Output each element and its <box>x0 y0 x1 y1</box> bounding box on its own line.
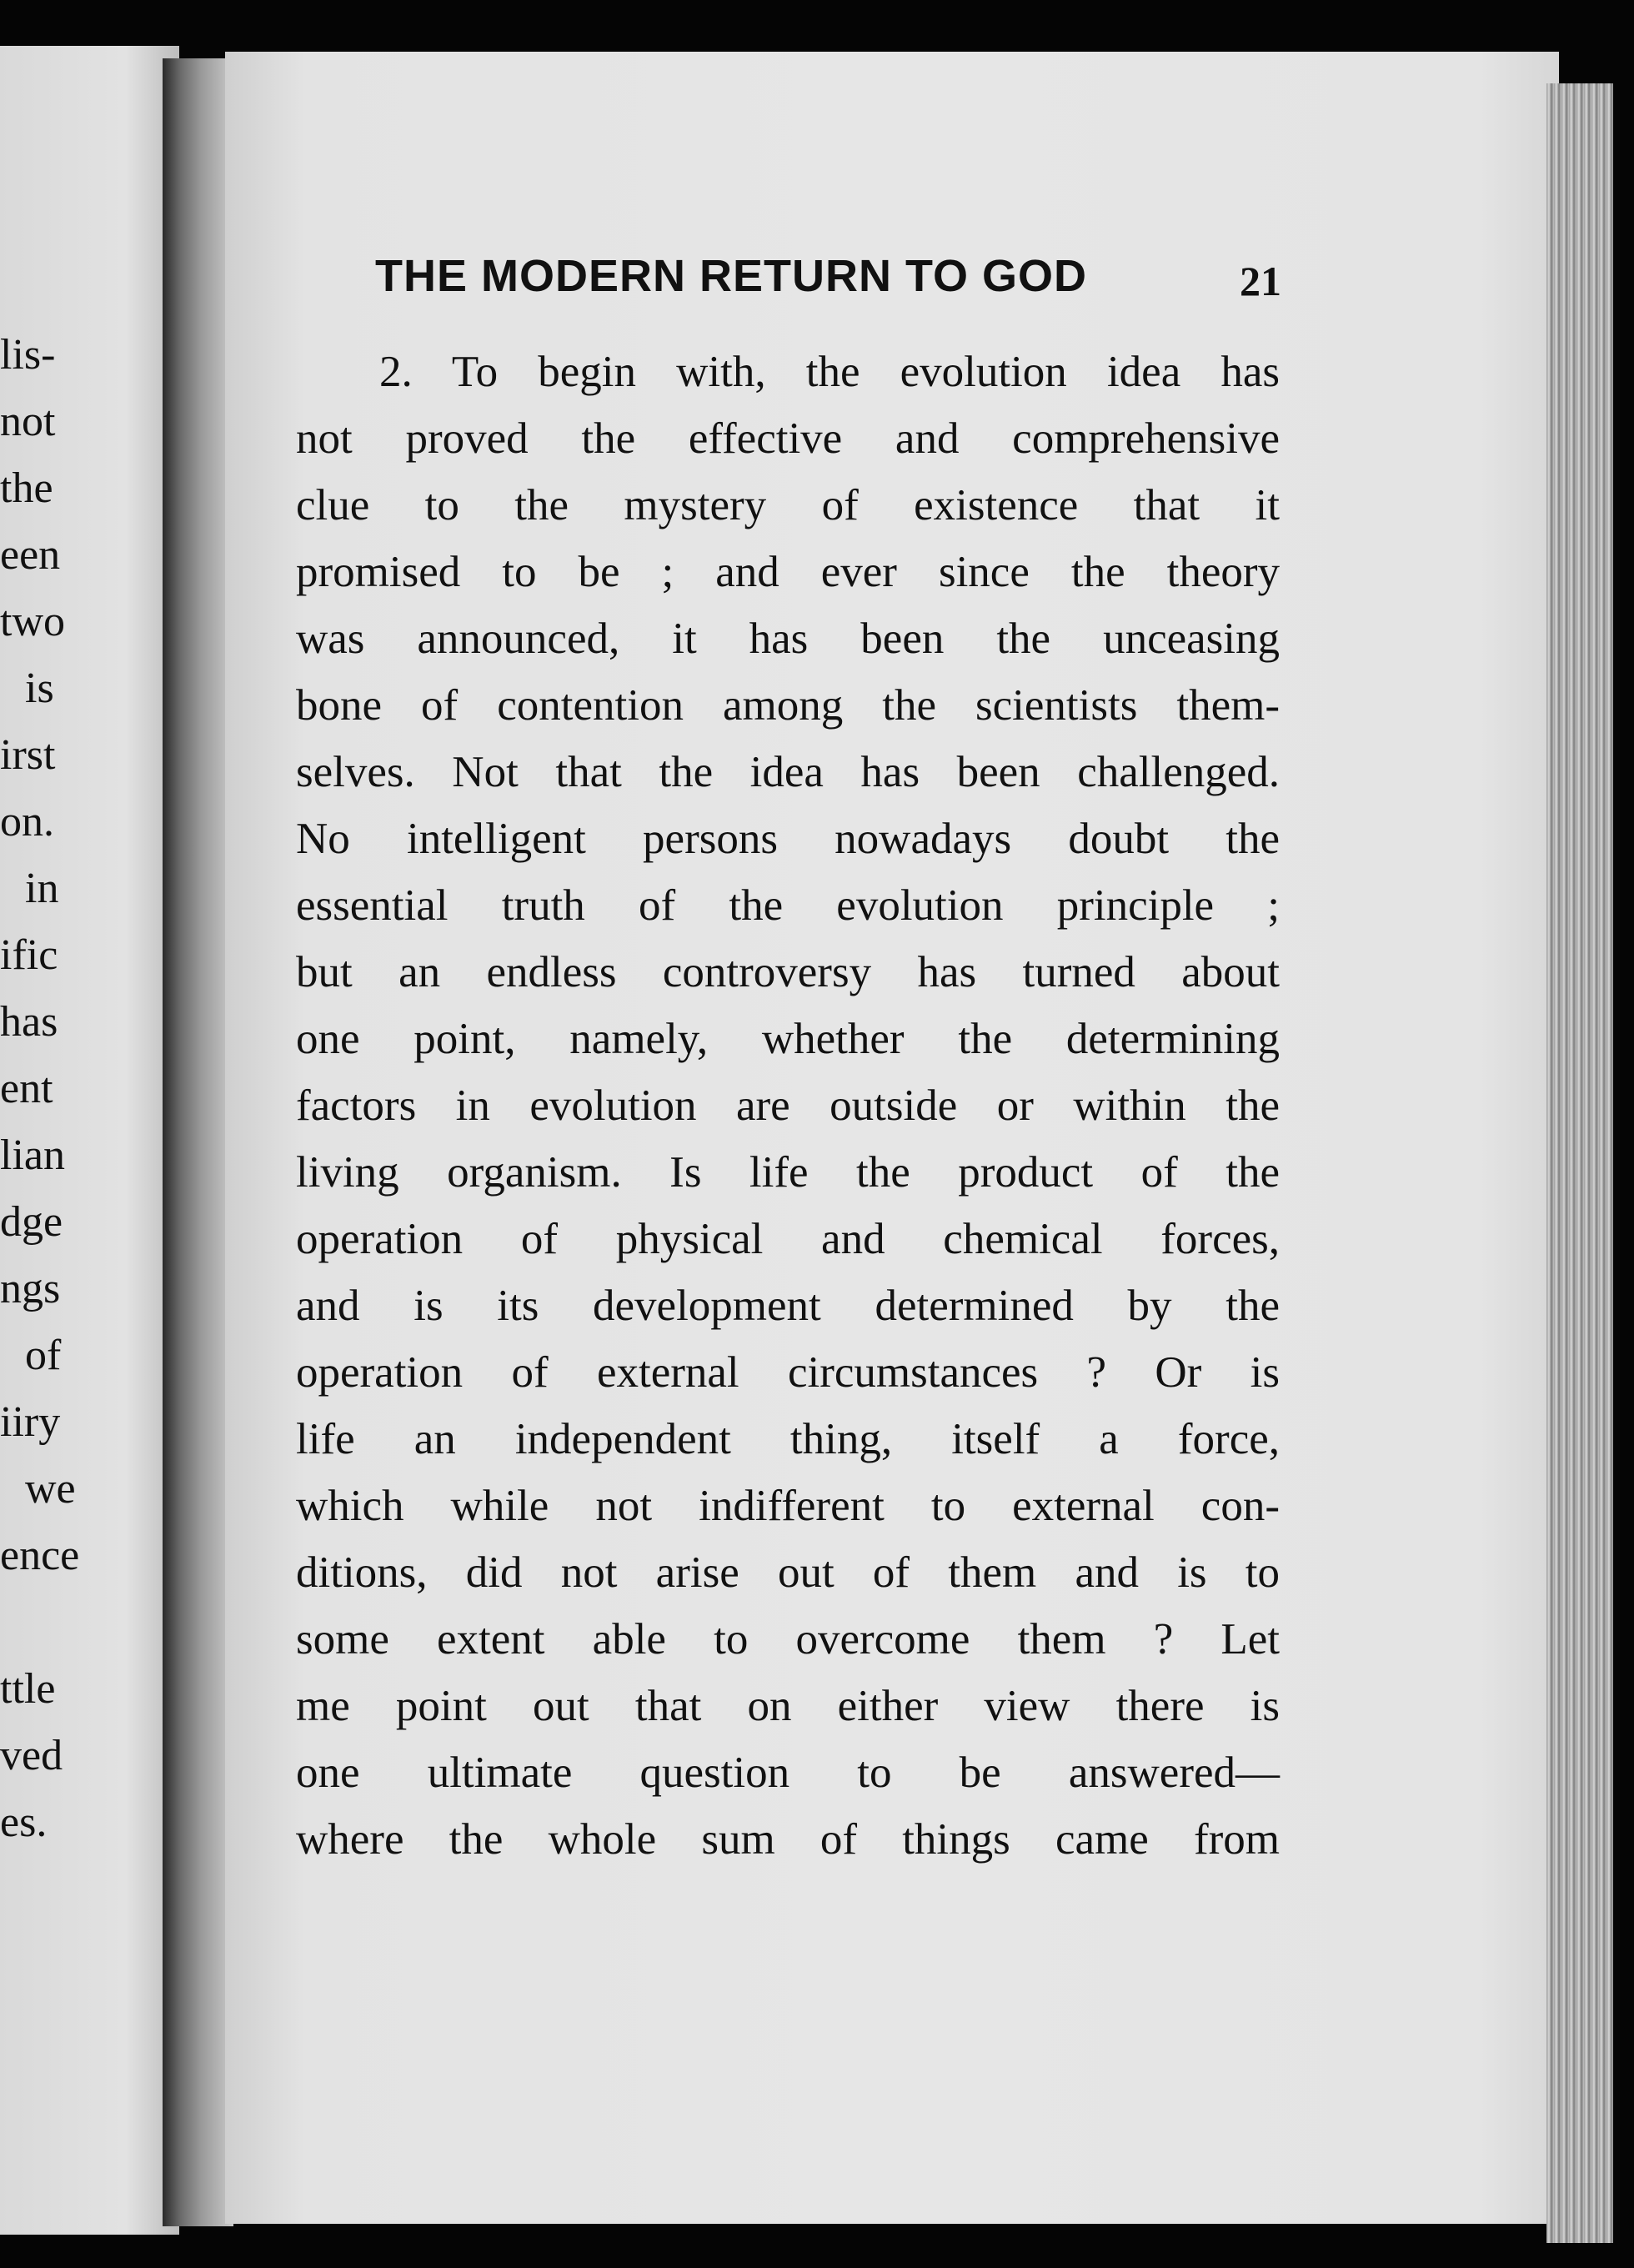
body-line: essential truth of the evolution principle ; <box>296 881 1280 930</box>
left-page-line: lian <box>0 1131 65 1179</box>
body-line: which while not indifferent to external con- <box>296 1482 1280 1530</box>
left-page-line: dge <box>0 1198 63 1246</box>
left-page-line: two <box>0 598 65 645</box>
left-page-line: we <box>25 1465 76 1513</box>
body-line: not proved the effective and comprehensive <box>296 414 1280 463</box>
body-line: living organism. Is life the product of the <box>296 1148 1280 1197</box>
left-page-line: of <box>25 1332 62 1379</box>
book-gutter <box>163 58 233 2226</box>
body-line: where the whole sum of things came from <box>296 1815 1280 1864</box>
left-page-line: ence <box>0 1532 80 1579</box>
page-number: 21 <box>1240 258 1281 304</box>
left-page-line: lis- <box>0 331 56 379</box>
left-page-line: in <box>25 865 59 912</box>
left-page-line: the <box>0 464 53 512</box>
body-line: life an independent thing, itself a force, <box>296 1415 1280 1463</box>
body-line: was announced, it has been the unceasing <box>296 615 1280 663</box>
page-edges <box>1546 83 1613 2243</box>
left-page-line: een <box>0 531 61 579</box>
body-line: me point out that on either view there is <box>296 1682 1280 1730</box>
body-line: operation of physical and chemical forces, <box>296 1215 1280 1263</box>
left-page-line: iiry <box>0 1398 61 1446</box>
body-line: promised to be ; and ever since the theory <box>296 548 1280 596</box>
body-line: but an endless controversy has turned about <box>296 948 1280 996</box>
body-line: and is its development determined by the <box>296 1282 1280 1330</box>
running-head: THE MODERN RETURN TO GOD <box>375 251 1088 301</box>
body-line: factors in evolution are outside or within the <box>296 1081 1280 1130</box>
body-line: one point, namely, whether the determining <box>296 1015 1280 1063</box>
left-page-line: has <box>0 998 58 1046</box>
body-line: selves. Not that the idea has been challenged. <box>296 748 1280 796</box>
body-line: ditions, did not arise out of them and is to <box>296 1548 1280 1597</box>
left-page-line: ific <box>0 931 58 979</box>
left-page-line: is <box>25 665 54 712</box>
left-page-line: ent <box>0 1065 53 1112</box>
left-page-line: on. <box>0 798 54 845</box>
body-line: 2. To begin with, the evolution idea has <box>379 348 1280 396</box>
left-page-line: ngs <box>0 1265 61 1312</box>
left-page-fragment <box>0 46 179 2235</box>
left-page-line: not <box>0 398 56 445</box>
body-line: No intelligent persons nowadays doubt the <box>296 815 1280 863</box>
left-page-line: es. <box>0 1799 48 1846</box>
body-line: operation of external circumstances ? Or is <box>296 1348 1280 1397</box>
body-line: bone of contention among the scientists them- <box>296 681 1280 730</box>
body-line: clue to the mystery of existence that it <box>296 481 1280 529</box>
body-line: some extent able to overcome them ? Let <box>296 1615 1280 1663</box>
left-page-line: ved <box>0 1732 63 1779</box>
body-line: one ultimate question to be answered— <box>296 1749 1280 1797</box>
left-page-line: ttle <box>0 1665 56 1713</box>
left-page-line: irst <box>0 731 56 779</box>
